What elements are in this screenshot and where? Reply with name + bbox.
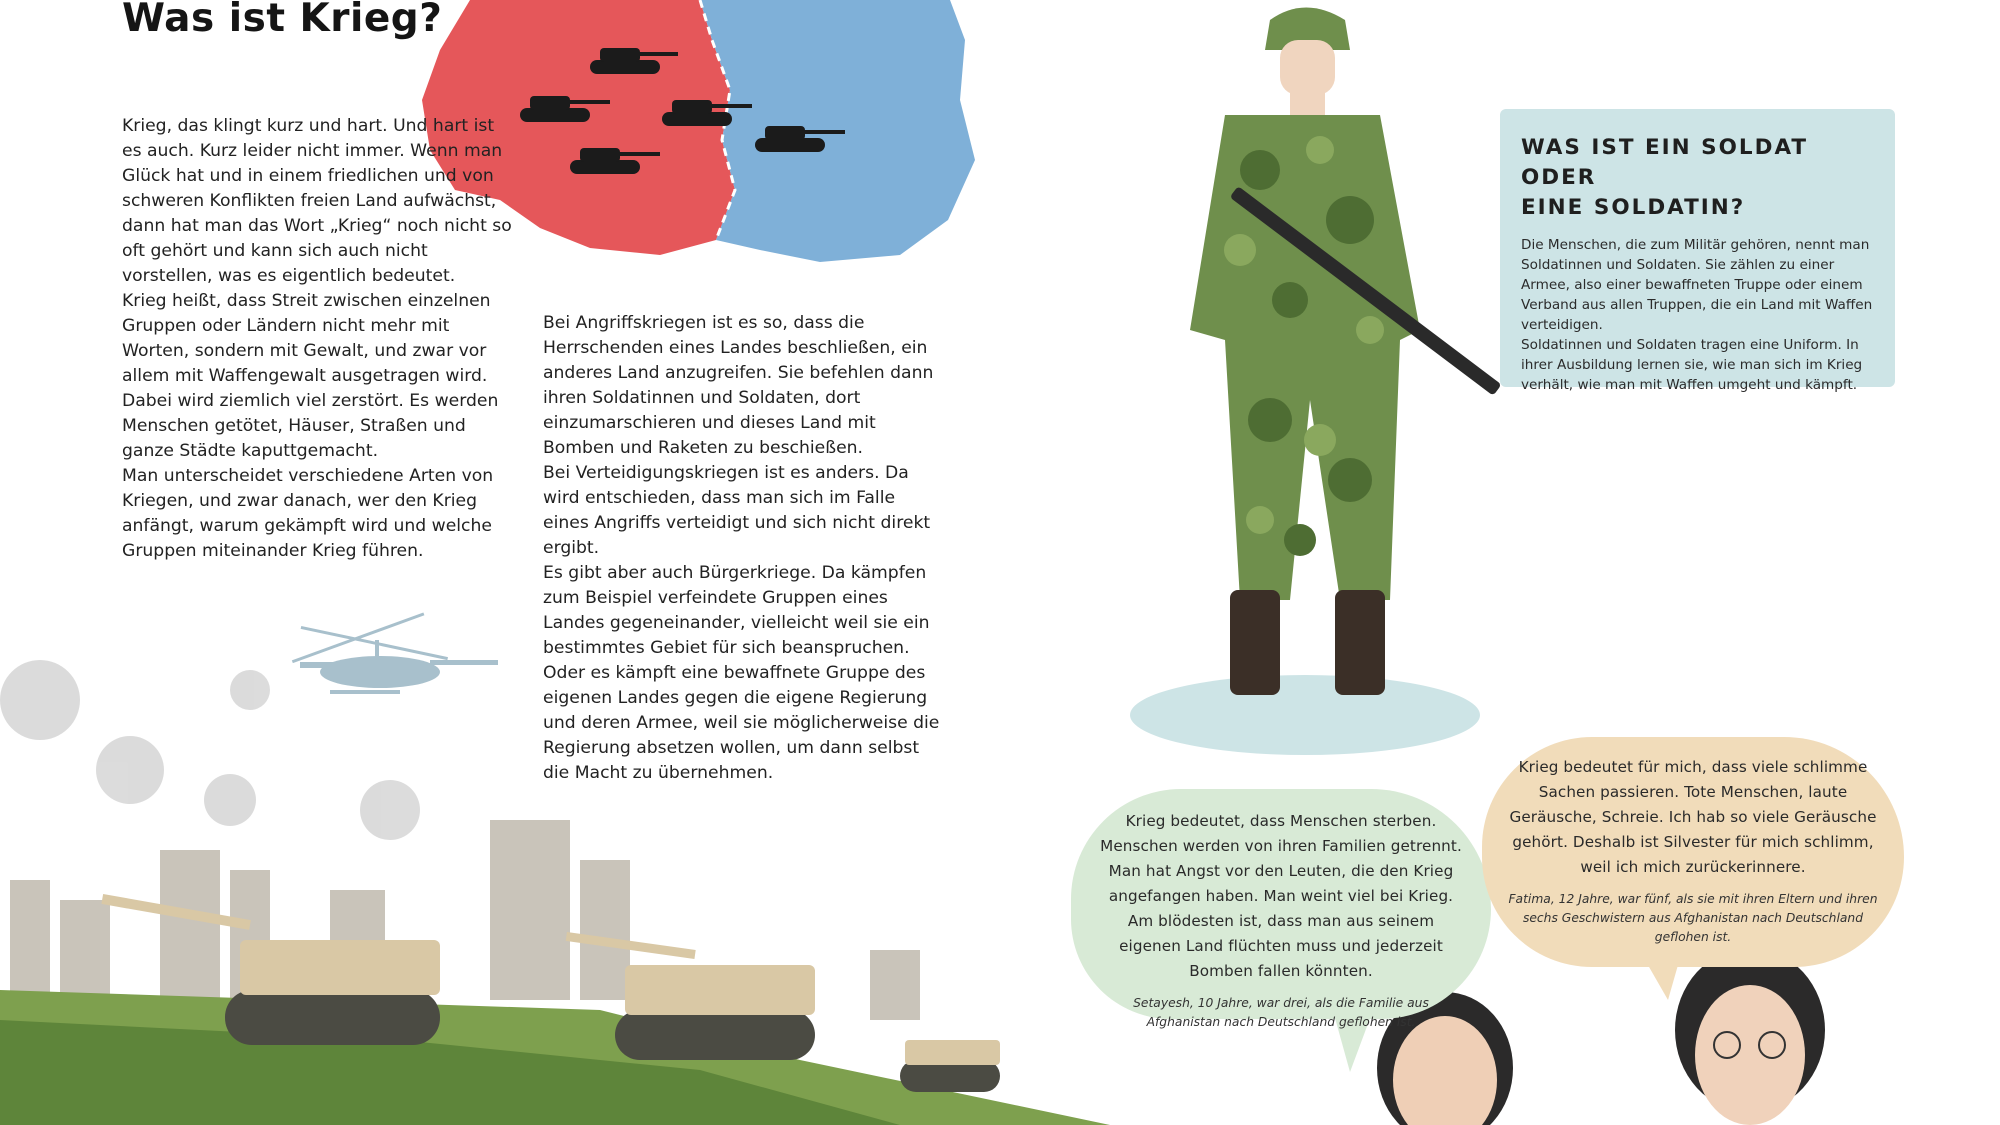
paragraph: Bei Verteidigungskriegen ist es anders. Da wird entschieden, dass man sich im Falle eines Angriffs verteidigt und sich nicht direkt ergibt.: [543, 463, 931, 558]
paragraph: Es gibt aber auch Bürgerkriege. Da kämpfen zum Beispiel verfeindete Gruppen eines Landes gegeneinander, vielleicht weil sie ein bestimmtes Gebiet für sich beanspruchen. Oder es kämpft eine bewaffnete Gruppe des eigenen Landes gegen die eigene Regierung und deren Armee, weil sie möglicherweise die Regierung absetzen wollen, um dann selbst die Macht zu übernehmen.: [543, 563, 940, 783]
paragraph: Man unterscheidet verschiedene Arten von Kriegen, und zwar danach, wer den Krieg anfängt, warum gekämpft wird und welche Gruppen miteinander Krieg führen.: [122, 466, 494, 561]
intro-text-column: [122, 114, 512, 564]
paragraph: Soldatinnen und Soldaten tragen eine Uniform. In ihrer Ausbildung lernen sie, wie man sich im Krieg verhält, wie man mit Waffen umgeht und kämpft.: [1521, 337, 1863, 393]
quote-text: Krieg bedeutet für mich, dass viele schlimme Sachen passieren. Tote Menschen, laute Geräusche, Schreie. Ich hab so viele Geräusche gehört. Deshalb ist Silvester für mich schlimm, weil ich mich zurückerinnere.: [1509, 758, 1877, 876]
soldier-info-box: [1500, 109, 1895, 393]
paragraph: Krieg heißt, dass Streit zwischen einzelnen Gruppen oder Ländern nicht mehr mit Worten, sondern mit Gewalt, und zwar vor allem mit Waffengewalt ausgetragen wird. Dabei wird ziemlich viel zerstört. Es werden Menschen getötet, Häuser, Straßen und ganze Städte kaputtgemacht.: [122, 291, 499, 461]
paragraph: Die Menschen, die zum Militär gehören, nennt man Soldatinnen und Soldaten. Sie zählen zu einer Armee, also einer bewaffneten Truppe oder einem Verband aus allen Truppen, die ein Land mit Waffen verteidigen.: [1521, 237, 1873, 333]
info-box-body: [1521, 235, 1875, 395]
paragraph: Krieg, das klingt kurz und hart. Und hart ist es auch. Kurz leider nicht immer. Wenn man Glück hat und in einem friedlichen und von schweren Konflikten freien Land aufwächst, dann hat man das Wort „Krieg“ noch nicht so oft gehört und kann sich auch nicht vorstellen, was es eigentlich bedeutet.: [122, 116, 512, 286]
soldier-illustration: [1130, 8, 1502, 756]
quote-text: Krieg bedeutet, dass Menschen sterben. Menschen werden von ihren Familien getrennt. Man hat Angst vor den Leuten, die den Krieg angefangen haben. Man weint viel bei Krieg. Am blödesten ist, dass man aus seinem eigenen Land flüchten muss und jederzeit Bomben fallen könnten.: [1100, 812, 1462, 980]
child-portrait-right: [1675, 948, 1825, 1125]
quote-attribution: Fatima, 12 Jahre, war fünf, als sie mit ihren Eltern und ihren sechs Geschwistern aus Afghanistan nach Deutschland geflohen ist.: [1508, 892, 1878, 944]
speech-bubble-fatima: [1482, 737, 1904, 967]
info-box-heading: [1521, 133, 1875, 223]
page-title: Was ist Krieg?: [122, 0, 443, 41]
paragraph: Bei Angriffskriegen ist es so, dass die Herrschenden eines Landes beschließen, ein anderes Land anzugreifen. Sie befehlen dann ihren Soldatinnen und Soldaten, dort einzumarschieren und dieses Land mit Bomben und Raketen zu beschießen.: [543, 313, 934, 458]
info-box-heading-line: EINE SOLDATIN?: [1521, 195, 1746, 220]
speech-bubble-setayesh: [1071, 789, 1491, 1029]
helicopter-icon: [292, 612, 498, 694]
war-types-text-column: [543, 311, 943, 786]
quote-attribution: Setayesh, 10 Jahre, war drei, als die Familie aus Afghanistan nach Deutschland geflohen ist.: [1133, 996, 1429, 1029]
tank-icon: [900, 1040, 1000, 1092]
info-box-heading-line: WAS IST EIN SOLDAT ODER: [1521, 135, 1809, 190]
